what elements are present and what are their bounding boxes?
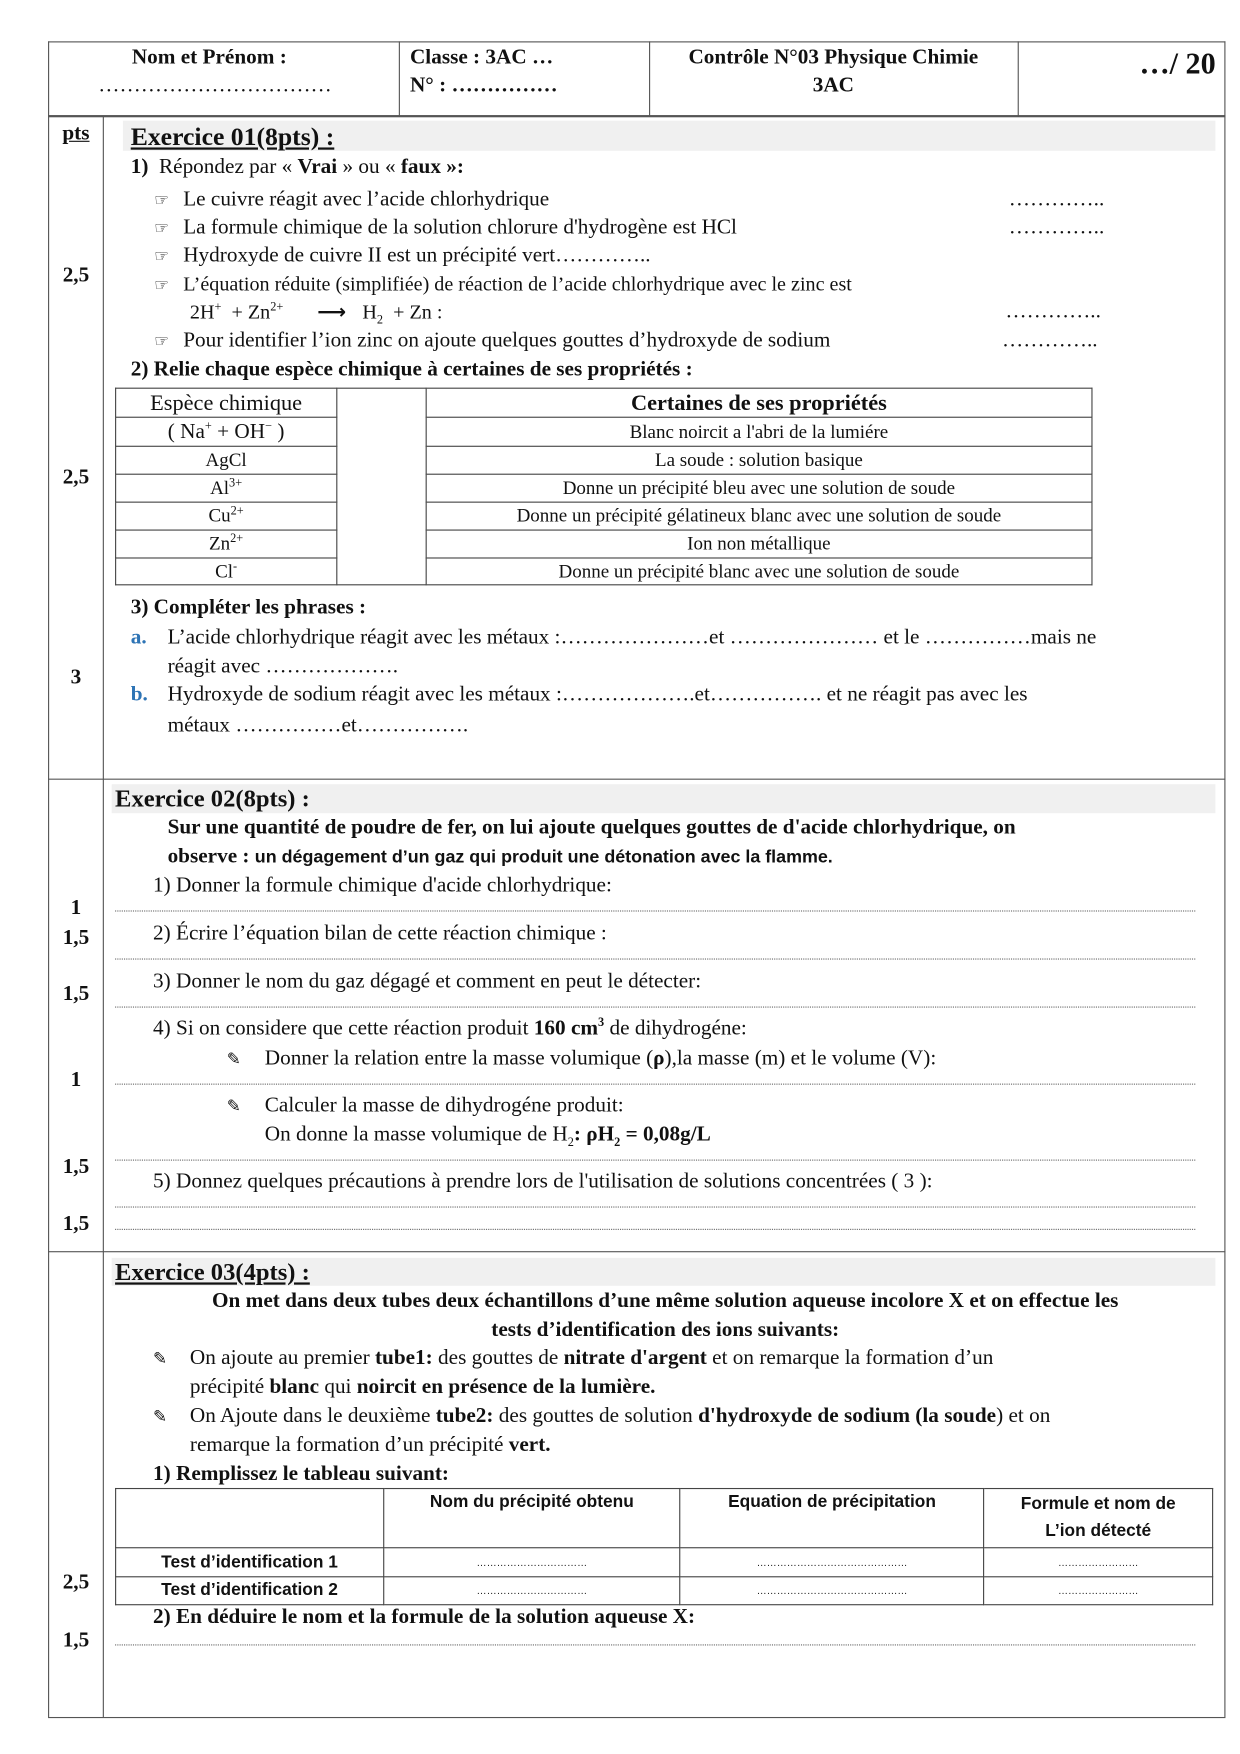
answer-blank[interactable]: …………..: [1002, 328, 1098, 352]
text: vert.: [508, 1433, 551, 1457]
ex3-intro: On met dans deux tubes deux échantillons d’une même solution aqueuse incolore X et on effectue les: [212, 1289, 1119, 1313]
text: On ajoute au premier: [189, 1346, 375, 1370]
matching-space[interactable]: [337, 388, 426, 585]
text: Al: [210, 477, 230, 499]
ex1-question-2: 2) Relie chaque espèce chimique à certaines de ses propriétés :: [130, 357, 693, 381]
text: ),la masse (m) et le volume (V):: [664, 1046, 937, 1071]
pts-value: 2,5: [62, 1570, 90, 1595]
text: Répondez par «: [158, 155, 298, 179]
text: 2: [614, 1135, 621, 1150]
text: Zn: [209, 532, 231, 555]
text: Cl: [215, 560, 234, 582]
species-cell[interactable]: [116, 502, 337, 530]
ex3-observation-1-cont: [190, 1375, 656, 1400]
text: Vrai: [297, 155, 338, 179]
answer-line[interactable]: [115, 1644, 1195, 1645]
ex3-intro-cont: tests d’identification des ions suivants:: [491, 1318, 840, 1342]
text: +: [214, 300, 222, 314]
text: remarque la formation d’un précipité: [189, 1433, 509, 1457]
header-ion: Formule et nom de L’ion détecté: [984, 1489, 1213, 1548]
ex2-q4-item-2: [227, 1094, 624, 1119]
text: blanc: [269, 1375, 320, 1399]
statement: Le cuivre réagit avec l’acide chlorhydrique: [183, 187, 550, 212]
text: = 0,08g/L: [620, 1122, 711, 1147]
property-cell[interactable]: Donne un précipité bleu avec une solution de soude: [426, 474, 1092, 502]
text: Cu: [208, 504, 231, 527]
ex2-question-1: 1) Donner la formule chimique d'acide chlorhydrique:: [153, 873, 612, 898]
ex2-question-5: 5) Donnez quelques précautions à prendre lors de l'utilisation de solutions concentrées ( 3 ):: [153, 1169, 933, 1194]
answer-line[interactable]: [115, 1206, 1195, 1207]
pts-value: 1,5: [62, 1628, 90, 1653]
exam-title: Contrôle N°03 Physique Chimie: [688, 45, 979, 70]
answer-cell[interactable]: ……………………: [984, 1548, 1213, 1577]
pts-value: 1: [70, 1067, 82, 1092]
text: −: [265, 419, 273, 433]
text: + OH: [211, 419, 266, 443]
pointing-hand-icon: ☞: [154, 330, 170, 351]
ex2-question-2: 2) Écrire l’équation bilan de cette réaction chimique :: [153, 921, 607, 946]
text: des gouttes de: [432, 1346, 564, 1370]
score-field[interactable]: …/ 20: [1139, 46, 1216, 81]
header-empty: [116, 1489, 384, 1548]
question-number: 1): [130, 155, 149, 179]
true-false-item: [154, 216, 737, 241]
property-cell[interactable]: Donne un précipité blanc avec une solution de soude: [426, 558, 1092, 585]
text: 2+: [230, 504, 244, 518]
true-false-item: [154, 244, 650, 269]
ex1-question-3: 3) Compléter les phrases :: [130, 595, 367, 619]
ex2-question-3: 3) Donner le nom du gaz dégagé et comment en peut le détecter:: [153, 969, 702, 994]
property-cell[interactable]: La soude : solution basique: [426, 446, 1092, 474]
matching-table: [115, 388, 1092, 586]
pts-value: 1,5: [62, 1212, 90, 1236]
text: ρ: [653, 1046, 665, 1071]
species-cell[interactable]: [116, 446, 337, 474]
answer-blank[interactable]: …………..: [1008, 215, 1105, 240]
header-equation: Equation de précipitation: [680, 1489, 984, 1548]
text: 2: [376, 313, 384, 327]
text: 160 cm: [533, 1016, 599, 1041]
ex1-question-1: [131, 155, 464, 180]
name-field[interactable]: ……………………………: [98, 73, 332, 98]
text: 4) Si on considere que cette réaction produit: [153, 1016, 534, 1041]
pointing-hand-icon: ☞: [154, 274, 170, 295]
text: » ou «: [337, 155, 401, 179]
pts-value: 1: [70, 895, 82, 920]
text: Calculer la masse de dihydrogéne produit:: [264, 1093, 624, 1118]
ex3-observation-1: [153, 1346, 993, 1371]
exam-class: 3AC: [812, 73, 854, 98]
ex3-observation-2-cont: [190, 1433, 551, 1458]
arrow-icon: ⟶: [317, 300, 347, 324]
text: tube2:: [435, 1404, 494, 1428]
true-false-item: [154, 188, 549, 213]
pencil-icon: ✎: [226, 1048, 241, 1070]
row-label: Test d’identification 2: [116, 1577, 384, 1605]
text: 2+: [270, 300, 284, 314]
ex3-question-1: 1) Remplissez le tableau suivant:: [153, 1462, 450, 1486]
statement: Pour identifier l’ion zinc on ajoute quelques gouttes d’hydroxyde de sodium: [183, 328, 831, 352]
pencil-icon: ✎: [226, 1095, 241, 1116]
text: d'hydroxyde de sodium (la soude: [698, 1404, 997, 1428]
exercise-2-title: Exercice 02(8pts) :: [115, 784, 310, 813]
row-label: Test d’identification 1: [116, 1548, 384, 1577]
fill-sentence-a[interactable]: L’acide chlorhydrique réagit avec les métaux :…………………et ………………… et le ……………mais ne: [167, 625, 1097, 650]
text: 2: [567, 1135, 574, 1150]
true-false-item: [154, 328, 830, 353]
statement: L’équation réduite (simplifiée) de réaction de l’acide chlorhydrique avec le zinc est: [183, 272, 852, 295]
true-false-item: [154, 271, 852, 297]
answer-line[interactable]: [115, 958, 1195, 959]
header-properties: Certaines de ses propriétés: [426, 388, 1092, 417]
statement: Hydroxyde de cuivre II est un précipité vert…………..: [183, 243, 651, 267]
ex2-q4-data: [265, 1123, 711, 1148]
text: AgCl: [205, 449, 247, 471]
text: On Ajoute dans le deuxième: [189, 1404, 436, 1428]
text: de dihydrogéne:: [604, 1016, 747, 1041]
pencil-icon: ✎: [153, 1406, 168, 1427]
answer-cell[interactable]: ………………………………………: [680, 1577, 984, 1605]
species-cell[interactable]: [116, 558, 337, 585]
exercise-3-title: Exercice 03(4pts) :: [115, 1257, 310, 1286]
species-cell[interactable]: [116, 474, 337, 502]
answer-line[interactable]: [115, 1084, 1195, 1085]
answer-line[interactable]: [115, 910, 1195, 911]
pts-value: 1,5: [62, 1155, 90, 1179]
answer-blank[interactable]: …………..: [1005, 299, 1101, 323]
ex2-question-4: [153, 1017, 747, 1042]
statement: La formule chimique de la solution chlorure d'hydrogène est HCl: [183, 215, 737, 240]
text: un dégagement d’un gaz qui produit une détonation avec la flamme.: [254, 847, 833, 867]
answer-line[interactable]: [115, 1229, 1195, 1230]
item-label-b: b.: [130, 682, 148, 707]
text: On donne la masse volumique de H: [264, 1122, 568, 1147]
text: qui: [319, 1375, 357, 1399]
text: noircit en présence de la lumière.: [356, 1375, 656, 1399]
exercise-1-title: Exercice 01(8pts) :: [130, 122, 335, 151]
answer-cell[interactable]: ………………………………………: [680, 1548, 984, 1577]
text: ) et on: [996, 1404, 1051, 1428]
pts-value: 1,5: [62, 926, 90, 950]
text: 3: [598, 1016, 605, 1030]
ex2-intro-cont: [168, 845, 833, 871]
text: faux: [400, 155, 441, 179]
text: 2H: [189, 300, 215, 323]
pointing-hand-icon: ☞: [154, 217, 170, 238]
name-label: Nom et Prénom :: [131, 45, 287, 70]
item-label-a: a.: [130, 625, 147, 650]
pts-value: 2,5: [62, 263, 90, 288]
text: ( Na: [167, 419, 205, 443]
property-cell[interactable]: Blanc noircit a l'abri de la lumiére: [426, 417, 1092, 446]
header-species: Espèce chimique: [116, 388, 337, 417]
text: 2+: [230, 532, 244, 546]
fill-sentence-a-cont[interactable]: réagit avec ……………….: [167, 654, 399, 679]
text: 3+: [229, 476, 243, 490]
answer-cell[interactable]: ……………………………: [383, 1548, 680, 1577]
text: -: [233, 559, 238, 573]
answer-cell[interactable]: ……………………………: [383, 1577, 680, 1605]
text: Donner la relation entre la masse volumique (: [264, 1046, 654, 1071]
text: nitrate d'argent: [563, 1346, 707, 1370]
pts-value: 3: [70, 665, 82, 690]
pencil-icon: ✎: [153, 1348, 168, 1369]
text: + Zn :: [393, 300, 443, 323]
text: H: [362, 300, 377, 323]
pointing-hand-icon: ☞: [154, 189, 170, 211]
class-label: Classe : 3AC …: [409, 45, 554, 70]
pts-value: 1,5: [62, 981, 90, 1006]
ex2-intro: Sur une quantité de poudre de fer, on lui ajoute quelques gouttes de d'acide chlorhydrique, on: [167, 815, 1016, 839]
text: »:: [440, 155, 464, 179]
species-cell[interactable]: [116, 530, 337, 558]
text: +: [204, 419, 212, 433]
pts-value: 2,5: [62, 465, 90, 490]
fill-sentence-b[interactable]: Hydroxyde de sodium réagit avec les métaux :……………….et……………. et ne réagit pas avec les: [167, 682, 1028, 707]
identification-table: [115, 1488, 1213, 1605]
ex3-observation-2: [153, 1404, 1050, 1429]
species-cell[interactable]: [116, 417, 337, 446]
pointing-hand-icon: ☞: [154, 245, 170, 266]
header-precipitate: Nom du précipité obtenu: [383, 1489, 680, 1548]
text: observe :: [167, 844, 255, 868]
answer-line[interactable]: [115, 1160, 1195, 1161]
ex2-q4-item-1: [227, 1047, 936, 1072]
fill-sentence-b-cont[interactable]: métaux ……………et…………….: [167, 713, 469, 738]
text: précipité: [189, 1375, 270, 1399]
pts-label: pts: [62, 121, 90, 146]
text: des gouttes de solution: [493, 1404, 699, 1428]
text: + Zn: [231, 300, 271, 323]
text: ): [272, 419, 285, 443]
property-cell[interactable]: Donne un précipité gélatineux blanc avec une solution de soude: [426, 502, 1092, 530]
answer-cell[interactable]: ……………………: [984, 1577, 1213, 1605]
text: et on remarque la formation d’un: [706, 1346, 994, 1370]
text: : ρH: [573, 1122, 615, 1147]
equation: [190, 299, 443, 325]
property-cell[interactable]: Ion non métallique: [426, 530, 1092, 558]
text: tube1:: [374, 1346, 433, 1370]
answer-line[interactable]: [115, 1007, 1195, 1008]
number-field[interactable]: N° : ……………: [409, 73, 558, 98]
answer-blank[interactable]: …………..: [1008, 187, 1105, 212]
ex3-question-2: 2) En déduire le nom et la formule de la solution aqueuse X:: [153, 1605, 696, 1629]
